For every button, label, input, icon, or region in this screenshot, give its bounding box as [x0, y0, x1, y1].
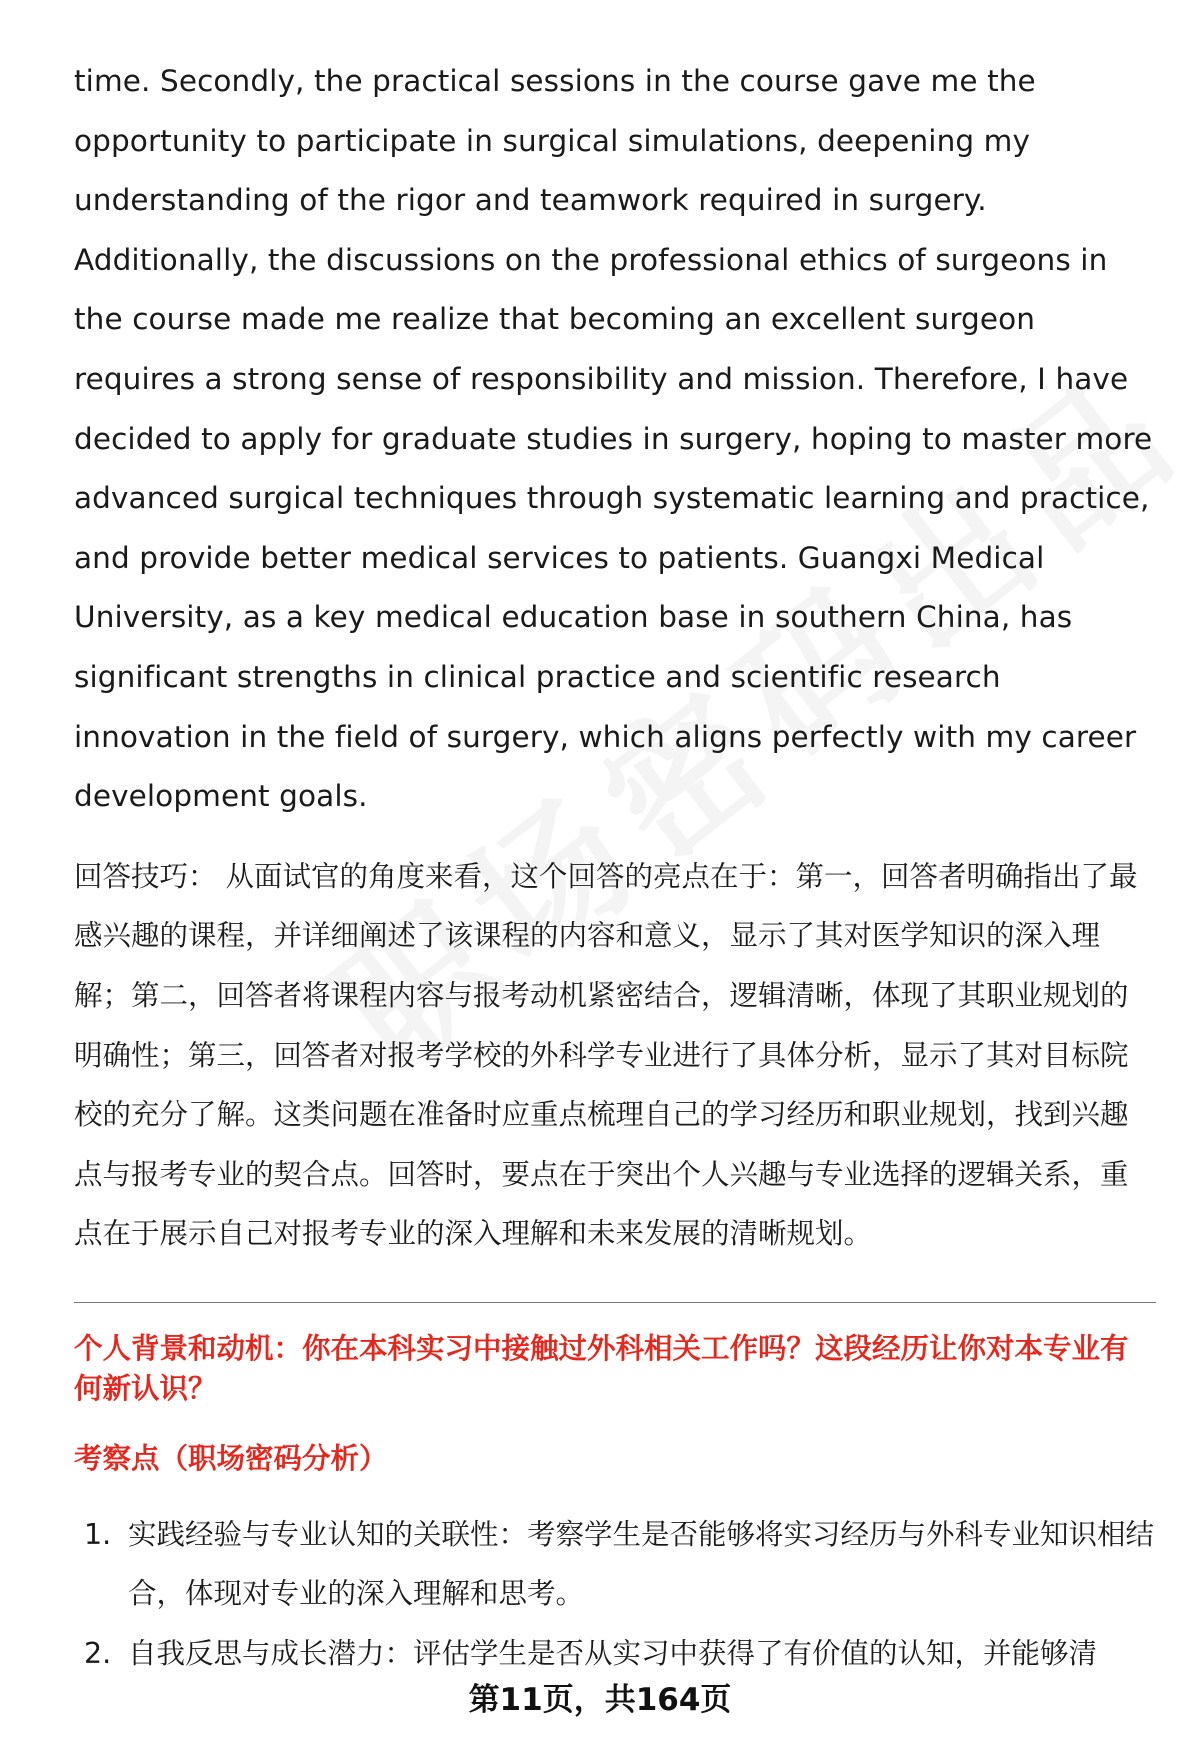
- question-heading: 个人背景和动机：你在本科实习中接触过外科相关工作吗？这段经历让你对本专业有何新认识？: [74, 1331, 1129, 1405]
- answer-paragraph: time. Secondly, the practical sessions in the course gave me the opportunity to participate in surgical simulations, deepening my understanding of the rigor and teamwork required in surgery. Additionally, the discussions on the professional ethics of surgeons in the course made me realize that becoming an excellent surgeon requires a strong sense of responsibility and mission. Therefore, I have decided to apply for graduate studies in surgery, hoping to master more advanced surgical techniques through systematic learning and practice, and provide better medical services to patients. Guangxi Medical University, as a key medical education base in southern China, has significant strengths in clinical practice and scientific research innovation in the field of surgery, which aligns perfectly with my career development goals.: [74, 64, 1153, 814]
- list-item-text: 实践经验与专业认知的关联性：考察学生是否能够将实习经历与外科专业知识相结合，体现对专业的深入理解和思考。: [128, 1517, 1155, 1611]
- section-heading: 考察点（职场密码分析）: [74, 1441, 388, 1475]
- list-item-number: 1.: [84, 1517, 112, 1551]
- list-item-text: 自我反思与成长潜力：评估学生是否从实习中获得了有价值的认知，并能够清: [128, 1637, 1098, 1671]
- list-item-number: 2.: [84, 1637, 112, 1671]
- section-divider: [74, 1302, 1156, 1303]
- tips-paragraph: 回答技巧： 从面试官的角度来看，这个回答的亮点在于：第一，回答者明确指出了最感兴趣的课程，并详细阐述了该课程的内容和意义，显示了其对医学知识的深入理解；第二，回答者将课程内容与报考动机紧密结合，逻辑清晰，体现了其职业规划的明确性；第三，回答者对报考学校的外科学专业进行了具体分析，显示了其对目标院校的充分了解。这类问题在准备时应重点梳理自己的学习经历和职业规划，找到兴趣点与报考专业的契合点。回答时，要点在于突出个人兴趣与专业选择的逻辑关系，重点在于展示自己对报考专业的深入理解和未来发展的清晰规划。: [74, 859, 1138, 1251]
- list-item: [74, 1624, 1156, 1684]
- document-page: [74, 52, 1156, 1684]
- list-item: [74, 1505, 1156, 1624]
- page-number-footer: 第11页，共164页: [468, 1682, 732, 1718]
- points-list: [74, 1505, 1156, 1684]
